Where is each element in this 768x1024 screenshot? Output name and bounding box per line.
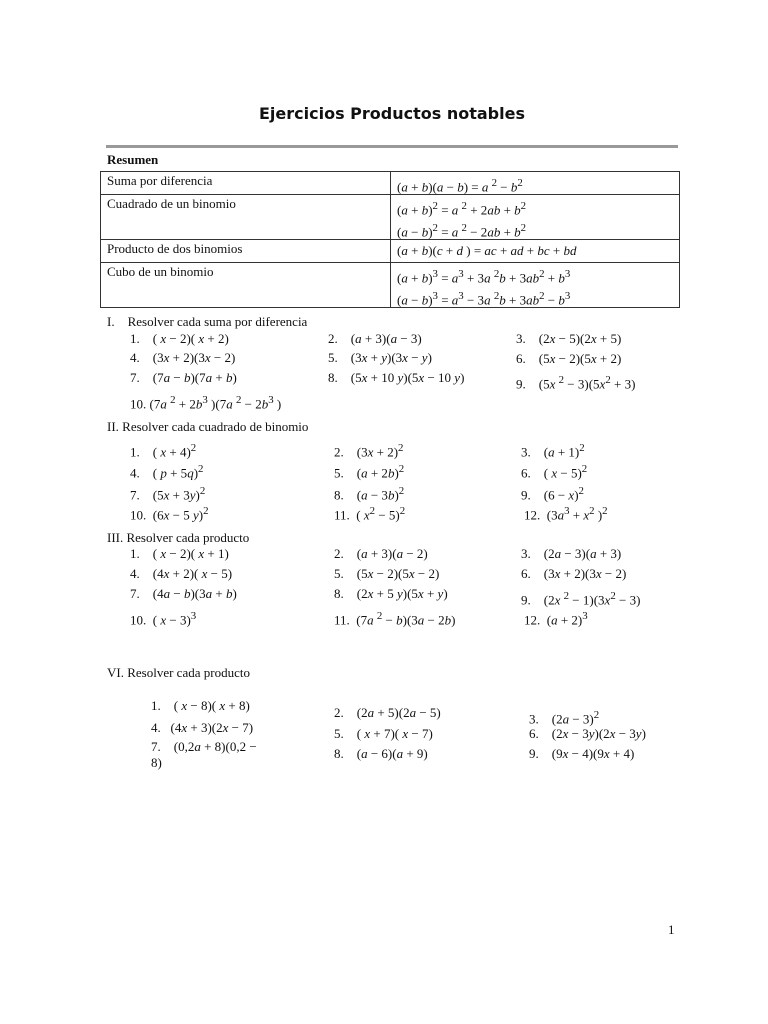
section-heading: II. Resolver cada cuadrado de binomio: [107, 419, 309, 434]
row-formulas: [391, 172, 680, 195]
row-name: Cubo de un binomio: [101, 263, 391, 308]
section-heading: III. Resolver cada producto: [107, 530, 250, 545]
section-heading: I. Resolver cada suma por diferencia: [107, 314, 308, 329]
exercise: 4. (4x + 2)( x − 5): [130, 566, 233, 581]
row-name: Suma por diferencia: [101, 172, 391, 195]
exercise: 6. (3x + 2)(3x − 2): [521, 566, 627, 581]
table-row: [101, 195, 680, 240]
page-title: Ejercicios Productos notables: [259, 104, 525, 123]
exercise: 6. (5x − 2)(5x + 2): [516, 351, 622, 366]
exercise: 10. (7a $^2 + 2b^3$ )(7a $^2 - 2b^3$ ): [130, 394, 282, 412]
exercise: 9. (5x $^2 - 3)(5x^2 + 3)$: [516, 374, 636, 392]
row-formulas: [391, 263, 680, 308]
formula: $(a - b)^3 = a^3 - 3a$ $^2b + 3ab^2 - b^3$: [397, 290, 571, 308]
summary-table: [100, 171, 680, 308]
exercise: 2. $(3x + 2)^2$: [334, 442, 404, 460]
exercise: 12. ($3a^3 + x^2$ )$^2$: [524, 505, 608, 523]
exercise: 6. (2x − 3y)(2x − 3y): [529, 726, 646, 741]
exercise: 5. $(a + 2b)^2$: [334, 463, 405, 481]
row-formulas: [391, 195, 680, 240]
exercise: 8. (5x + 10 y)(5x − 10 y): [328, 370, 465, 385]
exercise: 4. ( p + 5q)$^2$: [130, 463, 204, 481]
exercise: 4. (4x + 3)(2x − 7): [151, 720, 254, 735]
formula: (a + b)(c + d ) = ac + ad + bc + bd: [397, 243, 577, 258]
exercise: 2. (a + 3)(a − 2): [334, 546, 428, 561]
exercise: 10. ( x − 3)$^3$: [130, 610, 197, 628]
exercise: 5. (3x + y)(3x − y): [328, 350, 432, 365]
formula: $(a + b)^3 = a^3 + 3a$ $^2b + 3ab^2 + b^3$: [397, 268, 571, 286]
exercise: 3. $(a + 1)^2$: [521, 442, 585, 460]
exercise: 8. $(a - 3b)^2$: [334, 485, 405, 503]
exercise: 3. $(2a - 3)^2$: [529, 709, 600, 727]
resumen-label: Resumen: [107, 152, 159, 167]
page-number: 1: [668, 922, 675, 937]
exercise: 5. ( x + 7)( x − 7): [334, 726, 433, 741]
exercise: 2. (a + 3)(a − 3): [328, 331, 422, 346]
row-formulas: [391, 240, 680, 263]
exercise: 11. ( $x^2 - 5)^2$: [334, 505, 406, 523]
exercise: 10. (6x − 5 y)$^2$: [130, 505, 209, 523]
exercise: 9. (9x − 4)(9x + 4): [529, 746, 635, 761]
exercise: 8. (2x + 5 y)(5x + y): [334, 586, 448, 601]
exercise: 7. (4a − b)(3a + b): [130, 586, 237, 601]
exercise: 11. (7a $^2$ − b)(3a − 2b): [334, 610, 456, 628]
row-name: Producto de dos binomios: [101, 240, 391, 263]
exercise: 4. (3x + 2)(3x − 2): [130, 350, 236, 365]
exercise: 7. (0,2a + 8)(0,2 − 8): [151, 739, 257, 770]
exercise: 8. (a − 6)(a + 9): [334, 746, 428, 761]
exercise: 1. ( x + 4)$^2$: [130, 442, 197, 460]
formula: $(a + b)^2 = a$ $^2 + 2ab + b^2$: [397, 200, 527, 218]
exercise: 2. (2a + 5)(2a − 5): [334, 705, 441, 720]
exercise: 3. (2x − 5)(2x + 5): [516, 331, 622, 346]
row-name: Cuadrado de un binomio: [101, 195, 391, 240]
table-row: [101, 240, 680, 263]
table-row: [101, 263, 680, 308]
exercise: 12. $(a + 2)^3$: [524, 610, 588, 628]
exercise: 5. (5x − 2)(5x − 2): [334, 566, 440, 581]
formula: (a + b)(a − b) = a $^2 - b^2$: [397, 177, 523, 195]
exercise: 7. $(5x + 3y)^2$: [130, 485, 206, 503]
exercise: 6. ( x − 5)$^2$: [521, 463, 588, 481]
exercise: 7. (7a − b)(7a + b): [130, 370, 237, 385]
exercise: 1. ( x − 2)( x + 1): [130, 546, 229, 561]
title-divider: [106, 145, 678, 148]
exercise: 3. (2a − 3)(a + 3): [521, 546, 622, 561]
table-row: [101, 172, 680, 195]
exercise: 1. ( x − 8)( x + 8): [151, 698, 250, 713]
exercise: 1. ( x − 2)( x + 2): [130, 331, 229, 346]
exercise: 9. $(6 - x)^2$: [521, 485, 584, 503]
formula: $(a - b)^2 = a$ $^2 - 2ab + b^2$: [397, 222, 527, 240]
exercise: 9. (2x $^2 - 1)(3x^2 - 3)$: [521, 590, 641, 608]
section-heading: VI. Resolver cada producto: [107, 665, 250, 680]
